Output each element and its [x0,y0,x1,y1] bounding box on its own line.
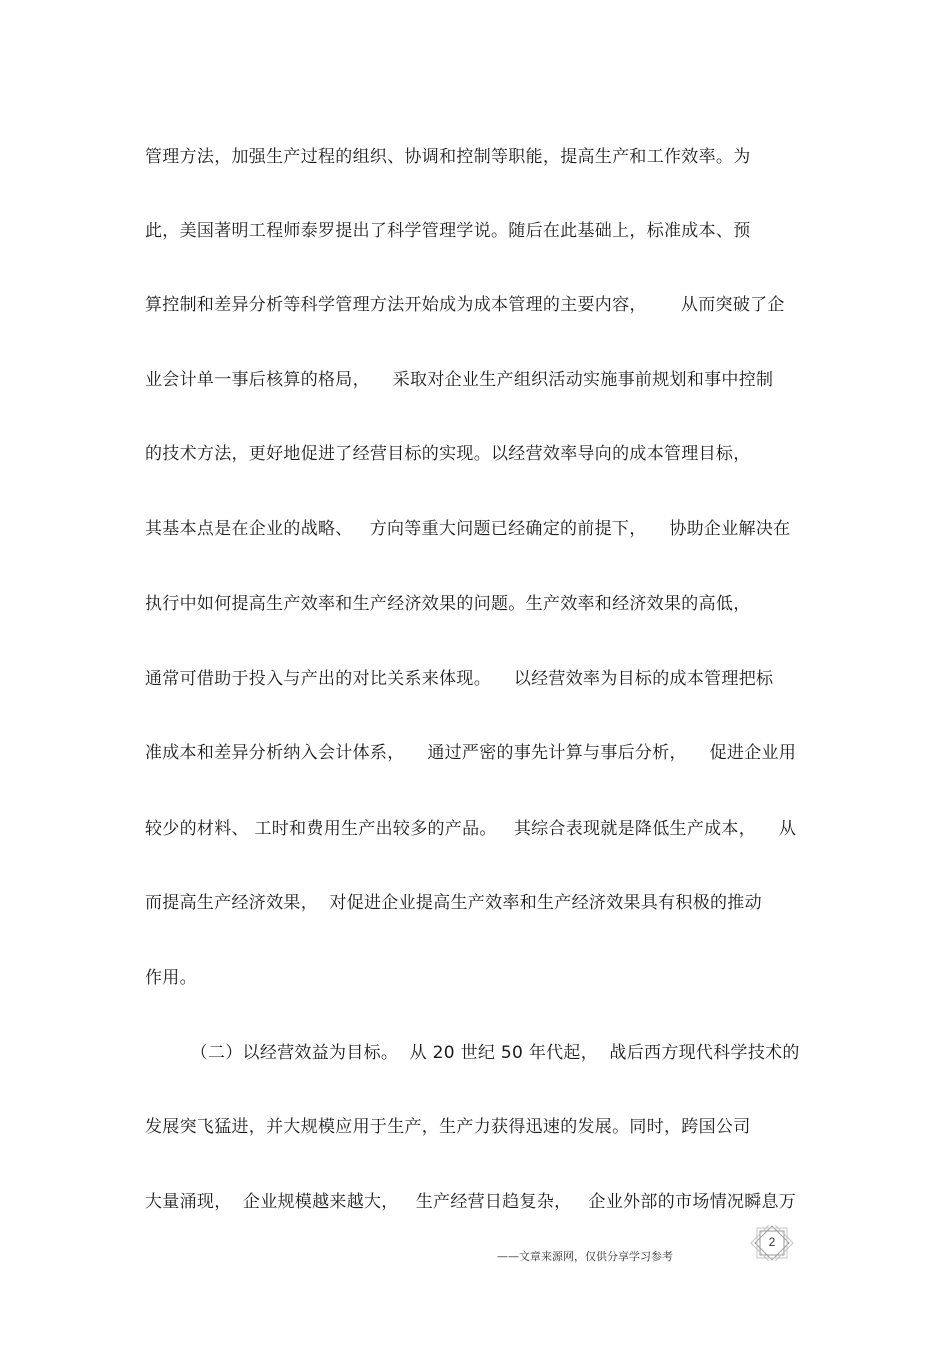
body-text-line: 其基本点是在企业的战略、 方向等重大问题已经确定的前提下， 协助企业解决在 [145,519,791,539]
body-text-line: 的技术方法，更好地促进了经营目标的实现。以经营效率导向的成本管理目标， [145,444,751,464]
body-text-line: 算控制和差异分析等科学管理方法开始成为成本管理的主要内容， 从而突破了企 [145,295,785,315]
body-text-line: 此，美国著明工程师泰罗提出了科学管理学说。随后在此基础上，标准成本、预 [145,221,751,241]
page-number-badge [749,1225,795,1261]
body-text-line: 管理方法，加强生产过程的组织、协调和控制等职能，提高生产和工作效率。为 [145,147,751,167]
body-text-line: 准成本和差异分析纳入会计体系， 通过严密的事先计算与事后分析， 促进企业用 [145,743,797,763]
body-text-line: （二）以经营效益为目标。 从 20 世纪 50 年代起， 战后西方现代科学技术的 [145,1043,800,1063]
page-number: 2 [768,1235,776,1249]
body-text-line: 大量涌现， 企业规模越来越大， 生产经营日趋复杂， 企业外部的市场情况瞬息万 [145,1192,797,1212]
body-text-line: 发展突飞猛进，并大规模应用于生产，生产力获得迅速的发展。同时，跨国公司 [145,1117,751,1137]
body-text-line: 而提高生产经济效果， 对促进企业提高生产效率和生产经济效果具有积极的推动 [145,893,762,913]
footer-source-note: ——文章来源网，仅供分享学习参考 [497,1250,673,1263]
body-text-line: 通常可借助于投入与产出的对比关系来体现。 以经营效率为目标的成本管理把标 [145,669,774,689]
body-text-line: 业会计单一事后核算的格局， 采取对企业生产组织活动实施事前规划和事中控制 [145,370,774,390]
body-text-line: 执行中如何提高生产效率和生产经济效果的问题。生产效率和经济效果的高低， [145,594,751,614]
body-text-line: 较少的材料、 工时和费用生产出较多的产品。 其综合表现就是降低生产成本， 从 [145,819,797,839]
body-text-line: 作用。 [145,968,197,988]
